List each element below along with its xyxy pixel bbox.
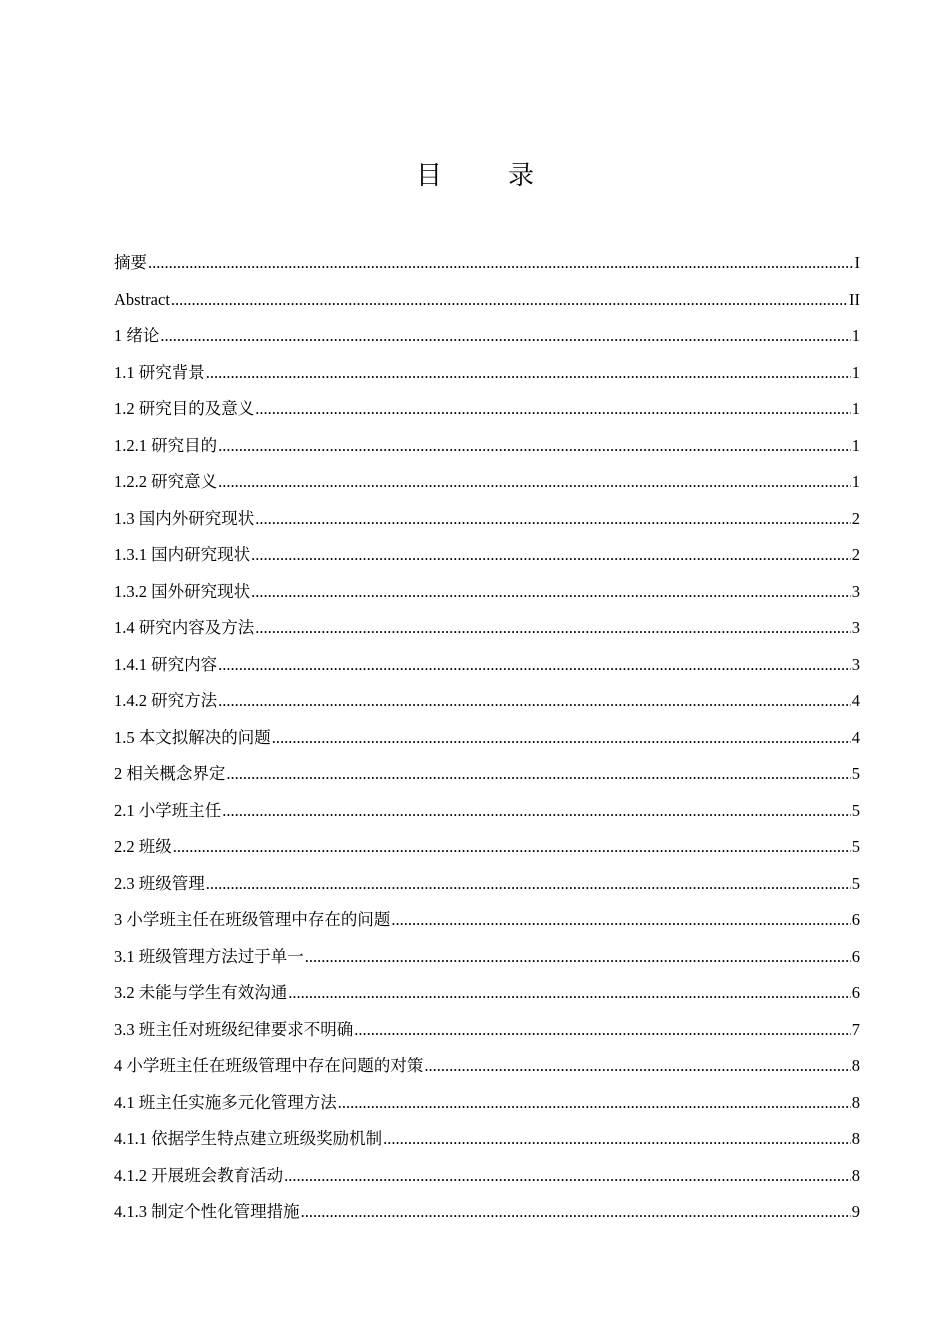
toc-entry[interactable] [114,245,860,282]
dot-leader [148,245,854,282]
toc-entry-label: 4.1 班主任实施多元化管理方法 [114,1092,337,1112]
toc-entry-label: 3 小学班主任在班级管理中存在的问题 [114,910,391,929]
dot-leader [301,1194,851,1231]
toc-entry[interactable] [114,647,860,684]
toc-entry-label: 1.4 研究内容及方法 [114,618,255,637]
toc-entry-label: 3.3 班主任对班级纪律要求不明确 [114,1019,354,1039]
toc-entry-page-number: 3 [851,581,860,601]
dot-leader [255,501,851,538]
toc-entry-label: 2.2 班级 [114,837,172,856]
toc-entry-label: 摘要 [114,253,147,272]
toc-entry-label: 2.1 小学班主任 [114,800,222,820]
toc-entry[interactable] [114,793,860,830]
toc-entry[interactable] [114,501,860,538]
toc-entry-page-number: I [854,253,860,272]
toc-entry-page-number: 1 [851,399,860,418]
toc-entry-label: 3.1 班级管理方法过于单一 [114,946,304,966]
dot-leader [173,829,851,866]
dot-leader [251,537,851,574]
dot-leader [424,1048,850,1085]
toc-entry-page-number: 8 [851,1129,860,1148]
toc-entry[interactable] [114,683,860,720]
toc-entry-page-number: 4 [851,727,860,747]
toc-entry[interactable] [114,464,860,501]
toc-entry-label: 4.1.2 开展班会教育活动 [114,1165,284,1185]
toc-entry-page-number: 8 [851,1165,860,1185]
toc-entry-page-number: 5 [851,800,860,820]
toc-entry-label: 1.3.1 国内研究现状 [114,545,251,564]
toc-entry-page-number: 3 [851,654,860,674]
toc-entry[interactable] [114,282,860,319]
dot-leader [206,355,851,392]
toc-entry[interactable] [114,428,860,465]
toc-entry-label: 2 相关概念界定 [114,764,226,783]
toc-entry-page-number: 1 [851,435,860,455]
toc-entry-page-number: 2 [851,508,860,528]
toc-entry-page-number: 3 [851,618,860,637]
toc-entry-label: 3.2 未能与学生有效沟通 [114,983,288,1002]
toc-entry-page-number: 9 [851,1202,860,1221]
toc-entry-page-number: 1 [851,326,860,345]
dot-leader [383,1121,851,1158]
toc-entry-page-number: 1 [851,362,860,382]
toc-entry[interactable] [114,1085,860,1122]
toc-entry-label: 1.1 研究背景 [114,362,205,382]
toc-entry[interactable] [114,1194,860,1231]
toc-entry[interactable] [114,1012,860,1049]
toc-entry-label: 4 小学班主任在班级管理中存在问题的对策 [114,1056,424,1075]
toc-entry[interactable] [114,355,860,392]
toc-entry-page-number: 6 [851,983,860,1002]
toc-entry-page-number: 2 [851,545,860,564]
dot-leader [284,1158,851,1195]
dot-leader [218,683,851,720]
dot-leader [391,902,850,939]
dot-leader [288,975,851,1012]
toc-entry[interactable] [114,610,860,647]
toc-entry-page-number: II [849,289,860,309]
dot-leader [226,756,850,793]
dot-leader [171,282,848,319]
toc-entry-label: 1.4.1 研究内容 [114,654,218,674]
toc-entry[interactable] [114,756,860,793]
toc-entry-page-number: 5 [851,837,860,856]
toc-entry-label: 1 绪论 [114,326,160,345]
toc-entry-label: 4.1.1 依据学生特点建立班级奖励机制 [114,1129,383,1148]
toc-entry-page-number: 1 [851,472,860,491]
toc-entry-page-number: 5 [851,873,860,893]
toc-entry[interactable] [114,1048,860,1085]
toc-entry-label: 1.2.2 研究意义 [114,472,218,491]
toc-entry-label: 2.3 班级管理 [114,873,205,893]
toc-entry-page-number: 6 [851,910,860,929]
toc-entry-page-number: 8 [851,1092,860,1112]
toc-entry[interactable] [114,939,860,976]
toc-entry[interactable] [114,829,860,866]
toc-entry-page-number: 4 [851,691,860,710]
dot-leader [251,574,851,611]
dot-leader [218,464,851,501]
toc-entry-label: 1.2.1 研究目的 [114,435,218,455]
toc-entry-label: 1.2 研究目的及意义 [114,399,255,418]
toc-entry-label: 1.3.2 国外研究现状 [114,581,251,601]
dot-leader [222,793,851,830]
toc-entry-label: 1.5 本文拟解决的问题 [114,727,271,747]
dot-leader [255,610,851,647]
dot-leader [272,720,851,757]
toc-entry[interactable] [114,902,860,939]
toc-entry-page-number: 5 [851,764,860,783]
toc-entry[interactable] [114,975,860,1012]
toc-entry-label: 4.1.3 制定个性化管理措施 [114,1202,300,1221]
dot-leader [206,866,851,903]
dot-leader [160,318,850,355]
toc-entry-page-number: 6 [851,946,860,966]
toc-entry[interactable] [114,1121,860,1158]
toc-entry-page-number: 7 [851,1019,860,1039]
toc-entry-page-number: 8 [851,1056,860,1075]
dot-leader [338,1085,851,1122]
toc-entry[interactable] [114,574,860,611]
dot-leader [255,391,851,428]
toc-entry[interactable] [114,866,860,903]
dot-leader [218,428,851,465]
page-title: 目 录 [415,161,554,190]
toc-entry[interactable] [114,1158,860,1195]
dot-leader [218,647,851,684]
toc-entry-label: Abstract [114,289,170,309]
dot-leader [305,939,851,976]
toc-entry[interactable] [114,720,860,757]
toc-entry-label: 1.4.2 研究方法 [114,691,218,710]
toc-entry[interactable] [114,318,860,355]
table-of-contents [114,245,860,1231]
toc-entry[interactable] [114,391,860,428]
toc-entry[interactable] [114,537,860,574]
dot-leader [354,1012,851,1049]
toc-entry-label: 1.3 国内外研究现状 [114,508,255,528]
